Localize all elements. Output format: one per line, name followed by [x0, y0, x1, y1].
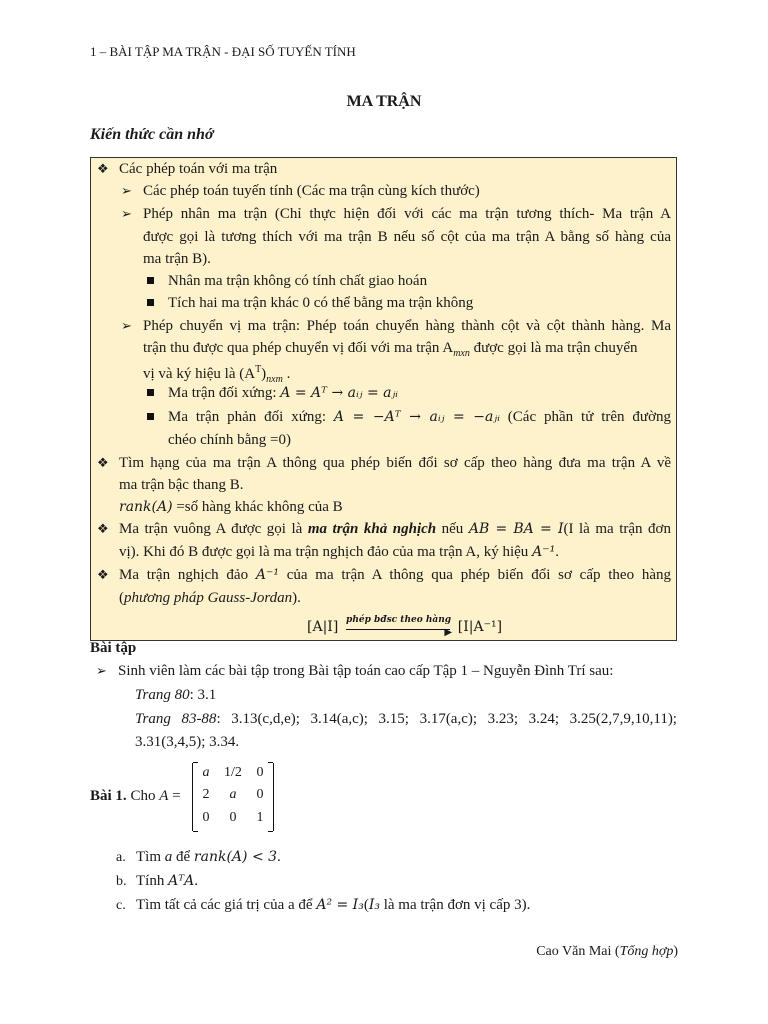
rank-line-2: ma trận bậc thang B.	[119, 477, 244, 493]
transpose-line-2: trận thu được qua phép chuyển vị đối với ma trận $A_{mxn}$ được gọi là ma trận chuyển	[143, 340, 638, 359]
gauss-jordan-formula: [A|I] ▶ phép bđsc theo hàng [I|A⁻¹]	[307, 614, 503, 638]
mult-note-1: Nhân ma trận không có tính chất giao hoán	[147, 270, 427, 292]
matrix-cell: 0	[229, 810, 237, 825]
rank-line-1: Tìm hạng của ma trận A thông qua phép biến đổi sơ cấp theo hàng đưa ma trận A về	[119, 455, 671, 471]
sub-transpose	[121, 315, 143, 338]
sub-multiplication	[121, 203, 143, 226]
exercise-page-83-cont: 3.31(3,4,5); 3.34.	[135, 734, 240, 750]
page-title: MA TRẬN	[346, 93, 422, 110]
matrix-cell: 2	[202, 787, 210, 802]
problem-1a: a. Tìm a để rank(A) < 3.	[116, 849, 281, 865]
matrix-a	[192, 763, 274, 831]
diamond-bullet-icon: ❖	[97, 568, 109, 583]
exercise-page-83: Trang 83-88: 3.13(c,d,e); 3.14(a,c); 3.15; 3.17(a,c); 3.23; 3.24; 3.25(2,7,9,10,11);	[135, 711, 677, 727]
invertible-line-2: vị). Khi đó B được gọi là ma trận nghịch đảo của ma trận A, ký hiệu A⁻¹.	[119, 544, 559, 560]
square-bullet-icon	[147, 299, 154, 306]
bullet-rank	[97, 452, 119, 475]
diamond-bullet-icon: ❖	[97, 456, 109, 471]
matrix-cell: a	[202, 765, 210, 780]
matrix-cell: a	[229, 787, 237, 802]
arrow-bullet-icon: ➢	[121, 319, 132, 334]
sub-linear-ops: ➢ Các phép toán tuyến tính (Các ma trận cùng kích thước)	[121, 180, 480, 203]
long-arrow-icon: ▶ phép bđsc theo hàng	[346, 614, 453, 638]
mult-note-2: Tích hai ma trận khác 0 có thể bằng ma trận không	[147, 292, 473, 314]
transpose-line-1: Phép chuyển vị ma trận: Phép toán chuyển hàng thành cột và cột thành hàng. Ma	[143, 318, 671, 334]
mult-line-3: ma trận B).	[143, 251, 211, 267]
symmetric-item: Ma trận đối xứng: A = Aᵀ → aᵢⱼ = aⱼᵢ	[147, 382, 398, 404]
bullet-operations: ❖ Các phép toán với ma trận	[97, 158, 277, 181]
matrix-cell: 1/2	[224, 765, 242, 780]
page-footer: Cao Văn Mai (Tổng hợp)	[536, 944, 678, 959]
section-subtitle: Kiến thức cần nhớ	[90, 126, 214, 143]
invertible-line-1: Ma trận vuông A được gọi là ma trận khả nghịch nếu AB = BA = I(I là ma trận đơn	[119, 521, 671, 537]
transpose-line-3: vị và ký hiệu là $(A^T)_{nxm}$ .	[143, 364, 291, 385]
square-bullet-icon	[147, 413, 154, 420]
exercises-intro: ➢ Sinh viên làm các bài tập trong Bài tập toán cao cấp Tập 1 – Nguyễn Đình Trí sau:	[96, 663, 614, 679]
matrix-cell: 0	[202, 810, 210, 825]
diamond-bullet-icon: ❖	[97, 162, 109, 177]
mult-line-1: Phép nhân ma trận (Chỉ thực hiện đối với các ma trận tương thích- Ma trận A	[143, 206, 671, 222]
arrow-bullet-icon: ➢	[121, 207, 132, 222]
bullet-inverse	[97, 564, 119, 587]
page-header: 1 – BÀI TẬP MA TRẬN - ĐẠI SỐ TUYẾN TÍNH	[90, 44, 356, 59]
exercise-page-80: Trang 80: 3.1	[135, 687, 217, 703]
knowledge-box	[90, 157, 677, 641]
rank-line-3: rank(A) =số hàng khác không của B	[119, 499, 343, 515]
matrix-cell: 0	[256, 787, 264, 802]
mult-line-2: được gọi là tương thích với ma trận B nếu số cột của ma trận A bằng số hàng của	[143, 229, 671, 245]
problem-1c: c. Tìm tất cả các giá trị của a để A² = I₃(I₃ là ma trận đơn vị cấp 3).	[116, 897, 531, 913]
matrix-cell: 1	[256, 810, 264, 825]
inverse-line-1: Ma trận nghịch đảo A⁻¹ của ma trận A thông qua phép biến đổi sơ cấp theo hàng	[119, 567, 671, 583]
arrow-bullet-icon: ➢	[96, 664, 107, 679]
antisymmetric-item	[147, 406, 168, 428]
arrow-bullet-icon: ➢	[121, 184, 132, 199]
antisymmetric-line-2: chéo chính bằng =0)	[168, 432, 292, 448]
matrix-cell: 0	[256, 765, 264, 780]
diamond-bullet-icon: ❖	[97, 522, 109, 537]
problem-1-label: Bài 1. Cho A =	[90, 788, 181, 804]
bullet-invertible	[97, 518, 119, 541]
antisymmetric-line-1: Ma trận phản đối xứng: A = −Aᵀ → aᵢⱼ = −aⱼᵢ (Các phần tử trên đường	[168, 409, 671, 425]
inverse-line-2: (phương pháp Gauss-Jordan).	[119, 590, 301, 606]
square-bullet-icon	[147, 277, 154, 284]
problem-1b: b. Tính AᵀA.	[116, 873, 198, 889]
square-bullet-icon	[147, 389, 154, 396]
exercises-heading: Bài tập	[90, 640, 137, 656]
